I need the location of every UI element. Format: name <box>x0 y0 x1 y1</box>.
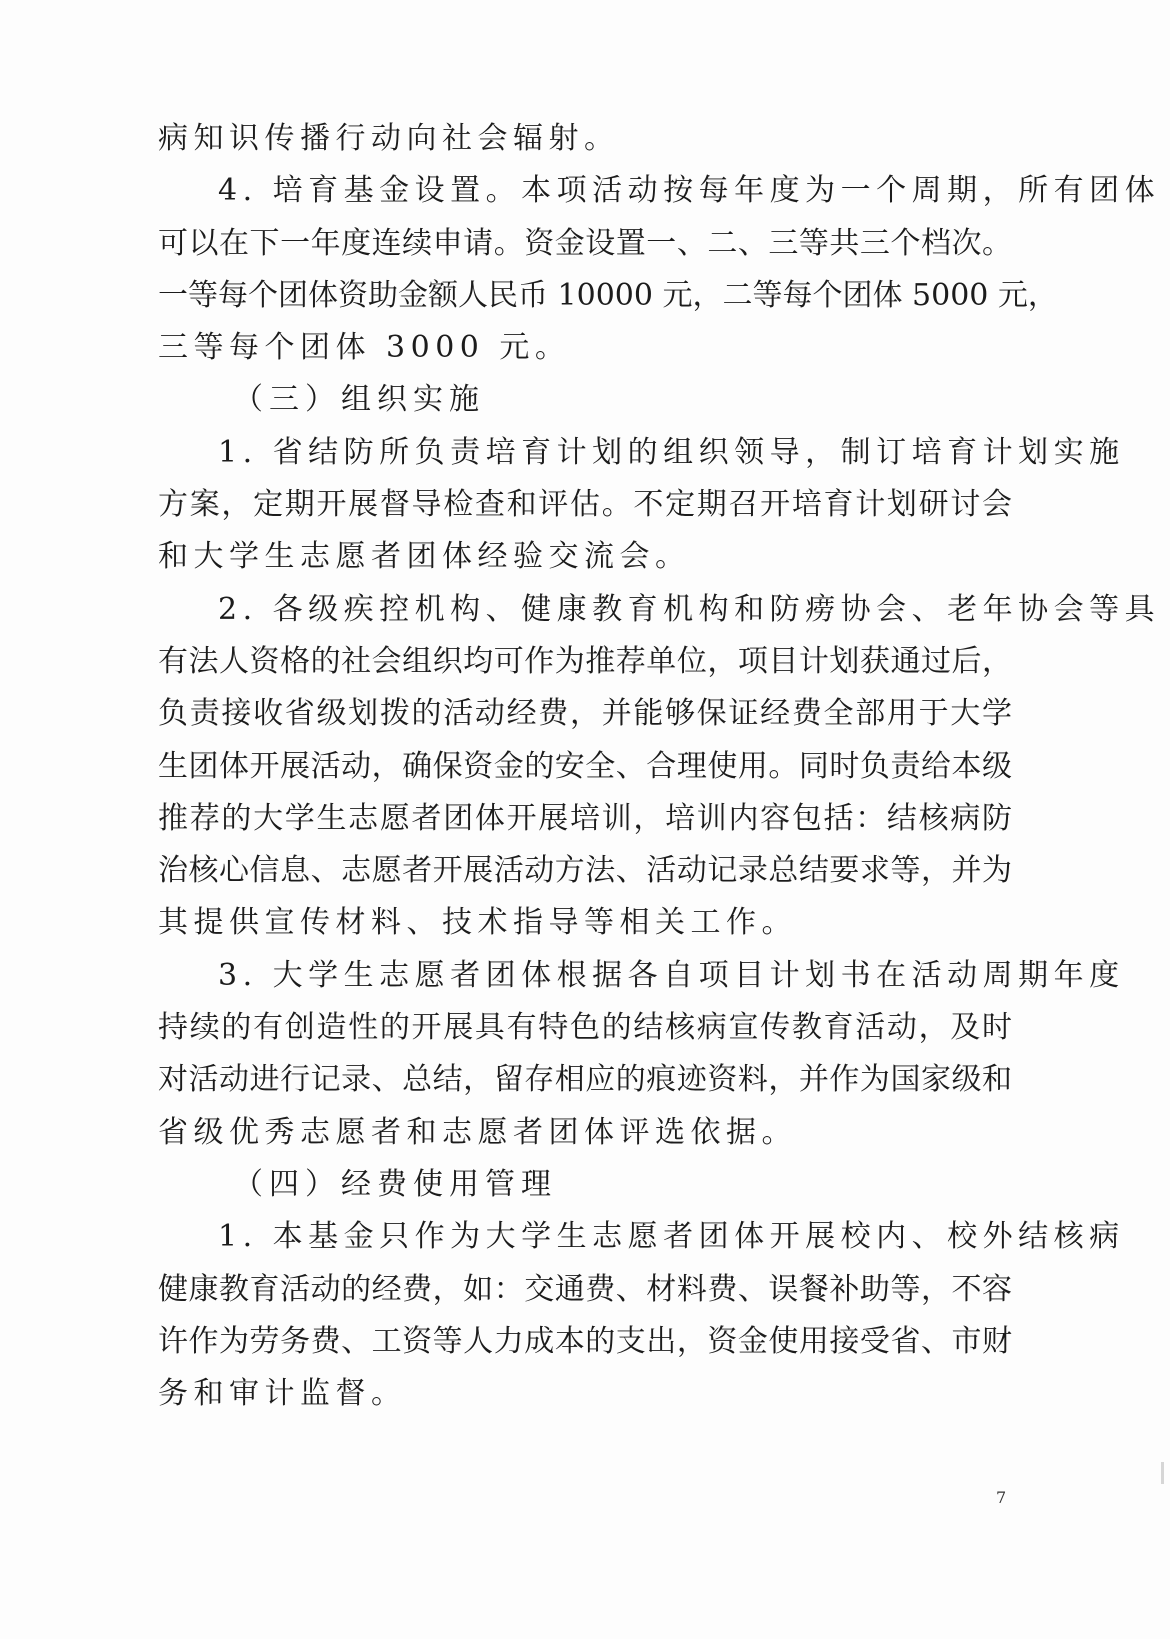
body-line: 对活动进行记录、总结，留存相应的痕迹资料，并作为国家级和 <box>158 1062 1012 1098</box>
body-line: 生团体开展活动，确保资金的安全、合理使用。同时负责给本级 <box>158 748 1012 784</box>
scan-edge-mark <box>1161 1462 1164 1484</box>
body-line: 有法人资格的社会组织均可作为推荐单位，项目计划获通过后， <box>158 643 1012 679</box>
body-line: 省级优秀志愿者和志愿者团体评选依据。 <box>158 1114 797 1150</box>
body-line: 治核心信息、志愿者开展活动方法、活动记录总结要求等，并为 <box>158 853 1012 889</box>
body-line: 一等每个团体资助金额人民币 10000 元，二等每个团体 5000 元， <box>158 277 1058 313</box>
section-heading: （三）组织实施 <box>233 382 485 418</box>
body-line: 1. 省结防所负责培育计划的组织领导，制订培育计划实施 <box>218 434 1125 470</box>
body-line: 2. 各级疾控机构、健康教育机构和防痨协会、老年协会等具 <box>218 591 1161 627</box>
body-line: 1. 本基金只作为大学生志愿者团体开展校内、校外结核病 <box>218 1219 1125 1255</box>
body-line: 4. 培育基金设置。本项活动按每年度为一个周期，所有团体 <box>218 173 1161 209</box>
body-line: 健康教育活动的经费，如：交通费、材料费、误餐补助等，不容 <box>158 1271 1012 1307</box>
body-line: 三等每个团体 3000 元。 <box>158 330 571 366</box>
body-line: 其提供宣传材料、技术指导等相关工作。 <box>158 905 797 941</box>
body-line: 和大学生志愿者团体经验交流会。 <box>158 539 691 575</box>
section-heading: （四）经费使用管理 <box>233 1166 557 1202</box>
body-line: 许作为劳务费、工资等人力成本的支出，资金使用接受省、市财 <box>158 1323 1012 1359</box>
body-line: 可以在下一年度连续申请。资金设置一、二、三等共三个档次。 <box>158 225 1012 261</box>
body-line: 负责接收省级划拨的活动经费，并能够保证经费全部用于大学 <box>158 696 1012 732</box>
body-line: 推荐的大学生志愿者团体开展培训，培训内容包括：结核病防 <box>158 800 1012 836</box>
body-line: 务和审计监督。 <box>158 1376 407 1412</box>
body-line: 持续的有创造性的开展具有特色的结核病宣传教育活动，及时 <box>158 1010 1012 1046</box>
body-line: 病知识传播行动向社会辐射。 <box>158 121 620 156</box>
body-line: 3. 大学生志愿者团体根据各自项目计划书在活动周期年度 <box>218 957 1125 993</box>
page-number: 7 <box>996 1488 1007 1507</box>
body-line: 方案，定期开展督导检查和评估。不定期召开培育计划研讨会 <box>158 487 1012 523</box>
document-body <box>158 113 1161 1420</box>
